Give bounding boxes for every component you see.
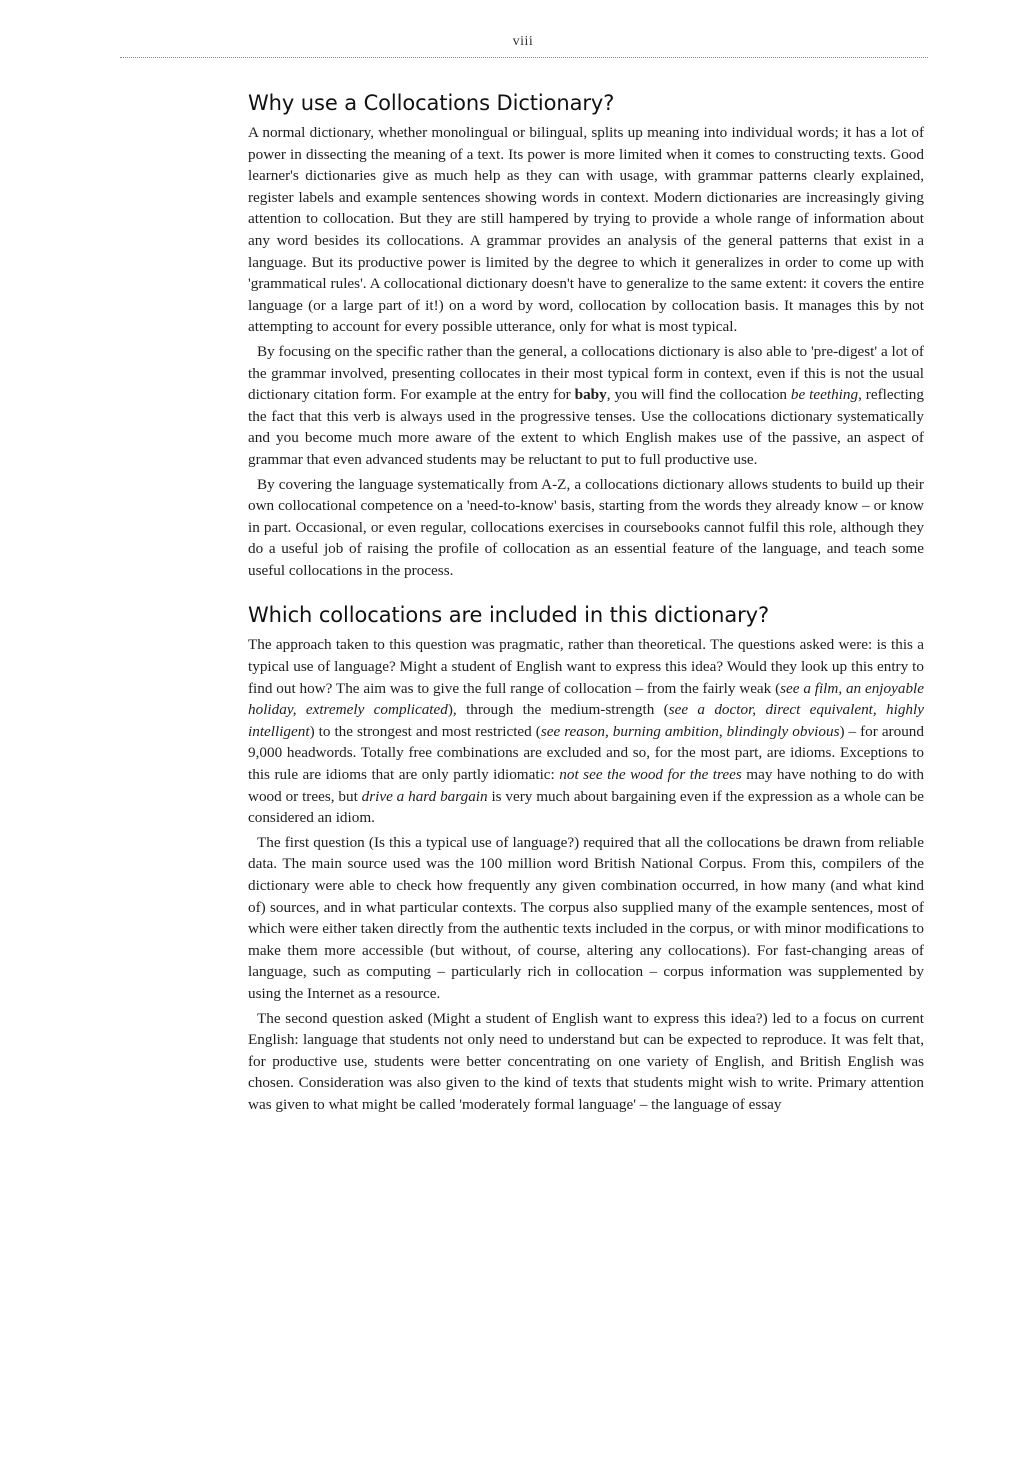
section-heading-which-collocations: Which collocations are included in this dictionary? bbox=[248, 603, 770, 628]
text-run: The approach taken to this question was pragmatic, rather than theoretical. The questions asked were: is this a typical use of language? Might a student of English want to express this idea? Would they look up this entry to find out how? The aim was to give the full range of collocation – from the fairly weak ( bbox=[248, 636, 924, 697]
text-run: ) to the strongest and most restricted ( bbox=[309, 722, 541, 740]
headword-baby: baby bbox=[574, 386, 607, 404]
paragraph: By covering the language systematically from A-Z, a collocations dictionary allows students to build up their own collocational competence on a 'need-to-know' basis, starting from the words they already know – or know in part. Occasional, or even regular, collocations exercises in coursebooks cannot fulfil this role, although they do a useful job of raising the profile of collocation as an essential feature of the language, and teach some useful collocations in the process. bbox=[248, 475, 924, 579]
paragraph: The second question asked (Might a student of English want to express this idea?) led to a focus on current English: language that students not only need to understand but can be expected to reproduce. It was felt that, for productive use, students were better concentrating on one variety of English, and British English was chosen. Consideration was also given to the kind of texts that students might wish to write. Primary attention was given to what might be called 'moderately formal language' – the language of essay bbox=[248, 1009, 924, 1113]
paragraph bbox=[248, 634, 924, 828]
text-run: , reflecting the fact that this verb is always used in the progressive tenses. Use the collocations dictionary systematically and you become much more aware of the extent to which English makes use of the passive, an aspect of grammar that even advanced students may be reluctant to put to full productive use. bbox=[248, 386, 924, 468]
idiom-example: drive a hard bargain bbox=[361, 787, 488, 805]
text-run: By focusing on the specific rather than the general, a collocations dictionary is also able to 'pre-digest' a lot of the grammar involved, presenting collocates in their most typical form in context, even if this is not the usual dictionary citation form. For example at the entry for bbox=[248, 342, 924, 404]
page-number: viii bbox=[512, 34, 534, 49]
text-run: may have nothing to do with wood or trees, but bbox=[248, 766, 924, 805]
paragraph: The first question (Is this a typical use of language?) required that all the collocations be drawn from reliable data. The main source used was the 100 million word British National Corpus. From this, compilers of the dictionary were able to check how frequently any given combination occurred, in how many (and what kind of) sources, and in what particular contexts. The corpus also supplied many of the example sentences, most of which were either taken directly from the authentic texts included in the corpus, or with minor modifications to make them more accessible (but without, of course, altering any collocations). For fast-changing areas of language, such as computing – particularly rich in collocation – corpus information was supplemented by using the Internet as a resource. bbox=[248, 833, 924, 1002]
idiom-example: not see the wood for the trees bbox=[559, 766, 742, 784]
paragraph bbox=[248, 341, 924, 471]
collocation-example: be teething bbox=[790, 386, 859, 404]
text-run: ), through the medium-strength ( bbox=[447, 701, 669, 719]
collocation-example: see a doctor, direct equivalent, highly intelligent bbox=[248, 701, 924, 740]
page-body bbox=[248, 88, 924, 1116]
section-heading-why-use: Why use a Collocations Dictionary? bbox=[248, 91, 615, 115]
header-rule bbox=[120, 57, 928, 58]
text-run: is very much about bargaining even if the expression as a whole can be considered an idiom. bbox=[248, 787, 924, 827]
text-run: , you will find the collocation bbox=[606, 386, 791, 404]
collocation-example: see a film, an enjoyable holiday, extremely complicated bbox=[248, 679, 924, 719]
text-run: ) – for around 9,000 headwords. Totally free combinations are excluded and so, for the most part, are idioms. Exceptions to this rule are idioms that are only partly idiomatic: bbox=[248, 722, 924, 784]
collocation-example: see reason, burning ambition, blindingly obvious bbox=[540, 722, 840, 740]
paragraph: A normal dictionary, whether monolingual or bilingual, splits up meaning into individual words; it has a lot of power in dissecting the meaning of a text. Its power is more limited when it comes to constructing texts. Good learner's dictionaries give as much help as they can with usage, with grammar patterns clearly explained, register labels and example sentences showing words in context. Modern dictionaries are increasingly giving attention to collocation. But they are still hampered by trying to provide a whole range of information about any word besides its collocations. A grammar provides an analysis of the general patterns that exist in a language. But its productive power is limited by the degree to which it generalizes in order to come up with 'grammatical rules'. A collocational dictionary doesn't have to generalize to the same extent: it covers the entire language (or a large part of it!) on a word by word, collocation by collocation basis. It manages this by not attempting to account for every possible utterance, only for what is most typical. bbox=[248, 124, 924, 336]
